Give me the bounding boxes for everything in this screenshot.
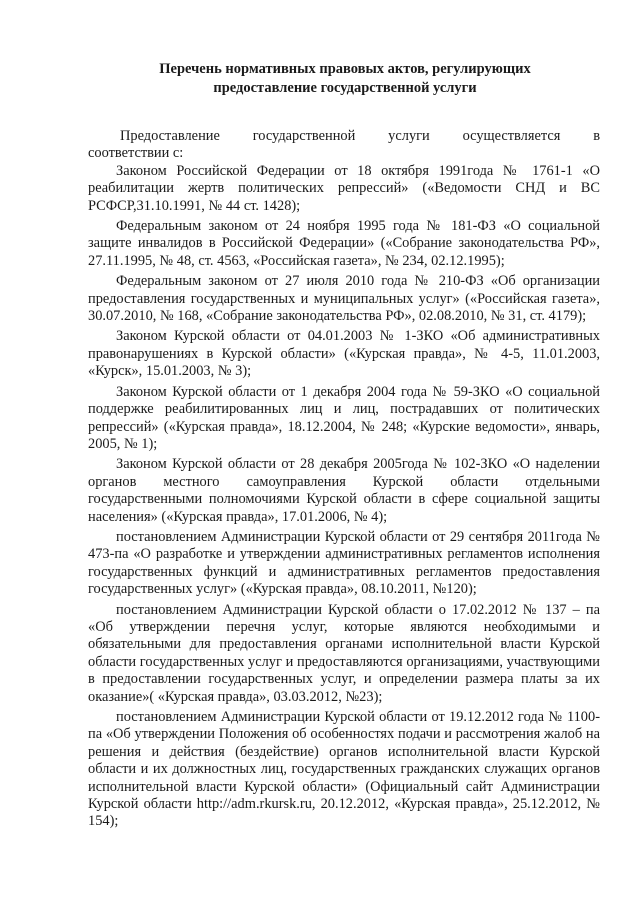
title-line-2: предоставление государственной услуги xyxy=(213,80,477,96)
document-title xyxy=(0,60,640,98)
paragraph-7: постановлением Администрации Курской области от 29 сентября 2011года № 473-па «О разработке и утверждении административных регламентов исполнения государственных функций и административных регламентов предоставления государственных услуг» («Курская правда», 08.10.2011, №120); xyxy=(88,528,600,598)
paragraph-8: постановлением Администрации Курской области о 17.02.2012 № 137 – па «Об утверждении перечня услуг, которые являются необходимыми и обязательными для предоставления органами исполнительной власти Курской области государственных услуг и предоставляются организациями, участвующими в предоставлении государственных услуг, и определении размера платы за их оказание»( «Курская правда», 03.03.2012, №23); xyxy=(88,601,600,705)
paragraph-1: Законом Российской Федерации от 18 октября 1991года № 1761-1 «О реабилитации жертв политических репрессий» («Ведомости СНД и ВС РСФСР,31.10.1991, № 44 ст. 1428); xyxy=(88,162,600,214)
intro-line-1: Предоставление государственной услуги осуществляется в xyxy=(120,128,600,144)
intro-line-2: соответствии с: xyxy=(88,145,184,162)
paragraph-4: Законом Курской области от 04.01.2003 № 1-ЗКО «Об административных правонарушениях в Курской области» («Курская правда», № 4-5, 11.01.2003, «Курск», 15.01.2003, № 3); xyxy=(88,328,600,380)
paragraph-6: Законом Курской области от 28 декабря 2005года № 102-ЗКО «О наделении органов местного самоуправления Курской области отдельными государственными полномочиями Курской области в сфере социальной защиты населения» («Курская правда», 17.01.2006, № 4); xyxy=(88,456,600,525)
paragraph-3: Федеральным законом от 27 июля 2010 года № 210-ФЗ «Об организации предоставления государственных и муниципальных услуг» («Российская газета», 30.07.2010, № 168, «Собрание законодательства РФ», 02.08.2010, № 31, ст. 4179); xyxy=(88,273,600,325)
paragraph-9: постановлением Администрации Курской области от 19.12.2012 года № 1100-па «Об утверждении Положения об особенностях подачи и рассмотрения жалоб на решения и действия (бездействие) органов исполнительной власти Курской области и их должностных лиц, государственных гражданских служащих органов исполнительной власти Курской области» (Официальный сайт Администрации Курской области http://adm.rkursk.ru, 20.12.2012, «Курская правда», 25.12.2012, № 154); xyxy=(88,709,600,830)
document-body xyxy=(88,128,600,831)
title-line-1: Перечень нормативных правовых актов, регулирующих xyxy=(159,61,531,77)
paragraph-5: Законом Курской области от 1 декабря 2004 года № 59-ЗКО «О социальной поддержке реабилитированных лиц и лиц, пострадавших от политических репрессий» («Курская правда», 18.12.2004, № 248; «Курские ведомости», январь, 2005, № 1); xyxy=(88,383,600,452)
paragraph-2: Федеральным законом от 24 ноября 1995 года № 181-ФЗ «О социальной защите инвалидов в Российской Федерации» («Собрание законодательства РФ», 27.11.1995, № 48, ст. 4563, «Российская газета», № 234, 02.12.1995); xyxy=(88,218,600,269)
